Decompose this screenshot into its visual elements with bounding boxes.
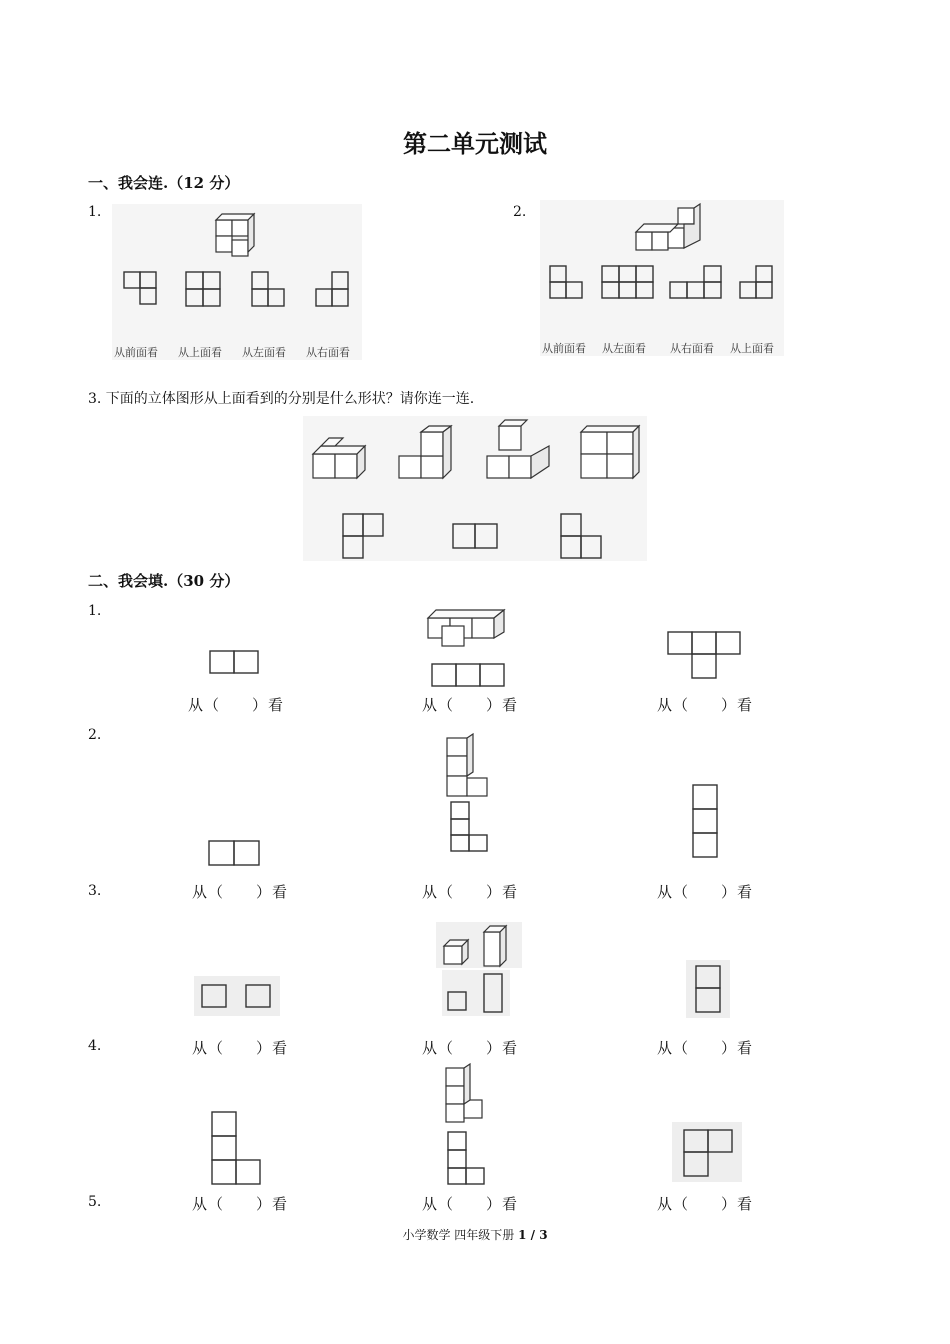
q2-label-top: 从上面看: [730, 342, 774, 355]
section-1-heading: 一、我会连.（12 分）: [88, 174, 240, 192]
fill-q1-number: 1.: [88, 603, 102, 619]
q3-top-view-b: [453, 524, 497, 548]
fill-q2-solid: [441, 732, 497, 854]
fill-q2-front-view: [206, 838, 262, 868]
footer-page-number: 1 / 3: [518, 1228, 548, 1242]
q1-figure: [112, 204, 362, 360]
q1-drawing: [112, 204, 362, 334]
q2-label-right: 从右面看: [670, 342, 714, 355]
q2-number: 2.: [513, 204, 527, 220]
q1-view-d: [316, 272, 348, 306]
q3-top-view-a: [343, 514, 383, 558]
q3-drawing: [303, 416, 647, 561]
q2-figure: [540, 200, 784, 356]
q3-figure: [303, 416, 647, 561]
fill-q5-number: 5.: [88, 1194, 102, 1210]
q2-label-front: 从前面看: [542, 342, 586, 355]
fill-q4-blank-c[interactable]: 从（ ）看: [657, 1195, 754, 1213]
q2-view-c: [670, 266, 721, 298]
fill-q4-top-view: [672, 1122, 742, 1182]
fill-q4-number: 4.: [88, 1038, 102, 1054]
q1-solid: [216, 214, 254, 256]
page-footer: [0, 1226, 950, 1243]
fill-q3-blank-a[interactable]: 从（ ）看: [192, 1039, 289, 1057]
fill-q1-blank-c[interactable]: 从（ ）看: [657, 696, 754, 714]
fill-q1-top-view: [658, 628, 746, 684]
q1-number: 1.: [88, 204, 102, 220]
q3-solid-2: [399, 426, 451, 478]
fill-q3-number: 3.: [88, 883, 102, 899]
q3-solid-1: [313, 438, 365, 478]
section-2-heading: 二、我会填.（30 分）: [88, 572, 240, 590]
fill-q3-side-view: [686, 960, 730, 1018]
fill-q2-blank-b[interactable]: 从（ ）看: [422, 883, 519, 901]
fill-q4-blank-b[interactable]: 从（ ）看: [422, 1195, 519, 1213]
q3-solid-4: [581, 426, 639, 478]
q1-view-b: [186, 272, 220, 306]
fill-q4-solid: [436, 1060, 492, 1188]
q1-view-a: [124, 272, 156, 304]
fill-q2-number: 2.: [88, 727, 102, 743]
q1-label-top: 从上面看: [178, 346, 222, 359]
q1-label-right: 从右面看: [306, 346, 350, 359]
fill-q4-front-view: [208, 1102, 264, 1186]
q2-view-b: [602, 266, 653, 298]
fill-q3-solid: [436, 922, 522, 1016]
fill-q4-blank-a[interactable]: 从（ ）看: [192, 1195, 289, 1213]
fill-q2-blank-c[interactable]: 从（ ）看: [657, 883, 754, 901]
fill-q3-blank-c[interactable]: 从（ ）看: [657, 1039, 754, 1057]
fill-q2-side-view: [688, 782, 722, 862]
fill-q1-solid: [418, 604, 510, 690]
q1-label-front: 从前面看: [114, 346, 158, 359]
q3-solid-3: [487, 420, 549, 478]
fill-q2-blank-a[interactable]: 从（ ）看: [192, 883, 289, 901]
q3-question: 3. 下面的立体图形从上面看到的分别是什么形状？请你连一连.: [88, 391, 475, 407]
fill-q1-front-view: [207, 648, 261, 676]
q2-drawing: [540, 200, 784, 330]
q1-view-c: [252, 272, 284, 306]
q2-solid: [636, 204, 700, 250]
page-title: 第二单元测试: [403, 129, 547, 158]
footer-subject: 小学数学 四年级下册: [402, 1228, 515, 1242]
q3-top-view-c: [561, 514, 601, 558]
q2-label-left: 从左面看: [602, 342, 646, 355]
q1-label-left: 从左面看: [242, 346, 286, 359]
fill-q1-blank-b[interactable]: 从（ ）看: [422, 696, 519, 714]
q2-view-d: [740, 266, 772, 298]
fill-q3-blank-b[interactable]: 从（ ）看: [422, 1039, 519, 1057]
q2-view-a: [550, 266, 582, 298]
fill-q3-front-view: [194, 976, 280, 1016]
fill-q1-blank-a[interactable]: 从（ ）看: [188, 696, 285, 714]
